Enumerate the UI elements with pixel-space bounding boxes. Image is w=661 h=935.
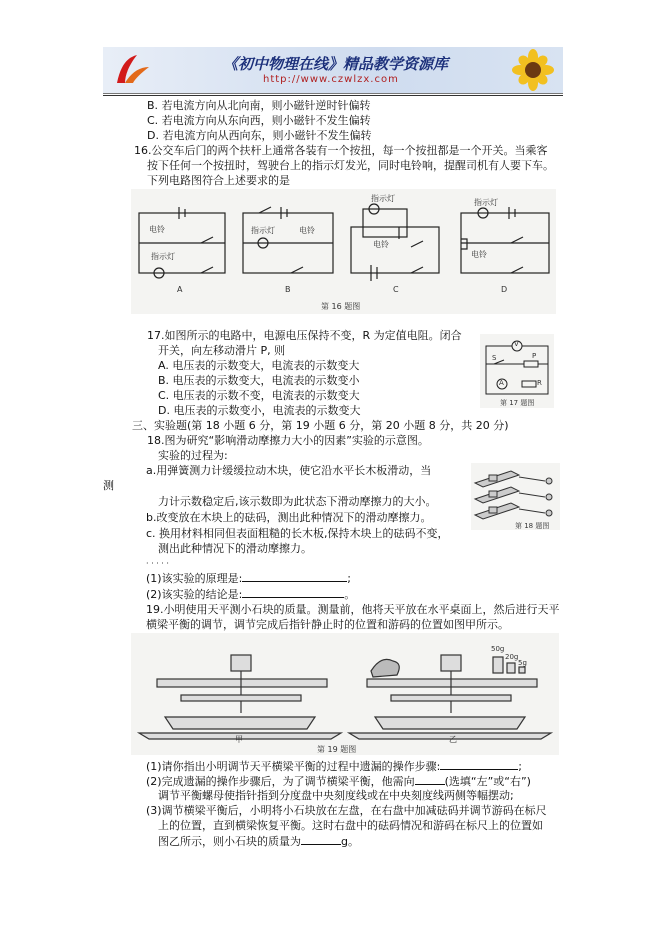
q17-option-c: C. 电压表的示数不变，电流表的示数变大 (158, 389, 360, 402)
q19-sub-3-line-2: 上的位置，直到横梁恢复平衡。这时右盘中的砝码情况和游码在标尺上的位置如 (158, 819, 543, 832)
q18-sub-2-end: 。 (344, 588, 356, 601)
q16-c-lamp-label: 指示灯 (371, 194, 395, 203)
q19-figure (131, 633, 559, 755)
q17-ammeter-label: A (499, 379, 504, 387)
q19-sub-3-end: g。 (341, 835, 359, 848)
q19-sub-2-line-2: 调节平衡螺母使指针指到分度盘中央刻度线或在中央刻度线两侧等幅摆动; (158, 789, 514, 802)
q17-switch-label: S (492, 354, 497, 362)
q18-line-4: 测 (103, 479, 114, 492)
q19-weight-50g: 50g (491, 645, 505, 653)
q18-sub-2 (146, 586, 355, 602)
section-3-heading: 三、实验题(第 18 小题 6 分，第 19 小题 6 分，第 20 小题 8 分，共 20 分) (132, 419, 509, 432)
q19-answer-2-blank[interactable] (415, 773, 445, 785)
q19-answer-3-blank[interactable] (301, 833, 341, 845)
q19-caption: 第 19 题图 (317, 745, 357, 754)
q19-sub-1 (146, 758, 522, 774)
q16-caption: 第 16 题图 (321, 302, 361, 311)
q16-option-d-label: D (501, 285, 508, 294)
q17-option-a: A. 电压表的示数变大，电流表的示数变大 (158, 359, 360, 372)
q19-sub-3-line-3 (158, 833, 359, 849)
q19-label-left: 甲 (235, 735, 243, 744)
q18-line-3: a.用弹簧测力计缓缓拉动木块，使它沿水平长木板滑动，当 (146, 464, 432, 477)
q18-friction-setup (471, 463, 560, 530)
q18-line-6: b.改变放在木块上的砝码，测出此种情况下的滑动摩擦力。 (146, 511, 432, 524)
q15-option-c: C. 若电流方向从东向西，则小磁针不发生偏转 (147, 114, 371, 127)
q18-sub-1 (146, 570, 351, 586)
q18-answer-2-blank[interactable] (242, 586, 344, 598)
q19-line-1: 19.小明使用天平测小石块的质量。测量前，他将天平放在水平桌面上，然后进行天平 (146, 603, 560, 616)
q19-label-right: 乙 (449, 735, 457, 744)
q18-answer-1-blank[interactable] (242, 570, 347, 582)
q18-sub-1-text: (1)该实验的原理是: (146, 572, 243, 585)
header-rule (103, 95, 563, 96)
q17-slider-label: P (532, 352, 537, 360)
q18-ellipsis: · · · · · (146, 559, 169, 568)
q16-line-1: 16.公交车后门的两个扶杆上通常各装有一个按扭，每一个按扭都是一个开关。当乘客 (134, 144, 548, 157)
header-banner (103, 47, 563, 94)
q17-voltmeter-label: V (514, 340, 519, 348)
q16-figure (131, 189, 556, 314)
q17-caption: 第 17 题图 (500, 399, 535, 407)
q18-line-5: 力计示数稳定后,该示数即为此状态下滑动摩擦力的大小。 (158, 495, 437, 508)
q16-b-bell-label: 电铃 (299, 226, 315, 235)
q17-resistor-label: R (537, 379, 542, 387)
q18-line-7: c. 换用材料相同但表面粗糙的长木板,保持木块上的砝码不变， (146, 527, 449, 540)
q17-line-1: 17.如图所示的电路中，电源电压保持不变，R 为定值电阻。闭合 (147, 329, 462, 342)
q16-option-c-label: C (393, 285, 399, 294)
q16-d-bell-label: 电铃 (471, 250, 487, 259)
q18-sub-2-text: (2)该实验的结论是: (146, 588, 243, 601)
q15-option-d: D. 若电流方向从西向东，则小磁针不发生偏转 (147, 129, 372, 142)
q16-line-3: 下列电路图符合上述要求的是 (147, 174, 290, 187)
q16-a-lamp-label: 指示灯 (151, 252, 175, 261)
q19-answer-1-blank[interactable] (440, 758, 518, 770)
q17-figure (480, 334, 554, 408)
q19-sub-2-text-a: (2)完成遗漏的操作步骤后，为了调节横梁平衡，他需向 (146, 775, 415, 788)
q19-sub-2-text-b: (选填“左”或“右”) (444, 775, 531, 788)
q16-option-b-label: B (285, 285, 291, 294)
q16-d-lamp-label: 指示灯 (474, 198, 498, 207)
q19-line-2: 横梁平衡的调节，调节完成后指针静止时的位置和游码的位置如图甲所示。 (146, 618, 509, 631)
q19-sub-3-text: 图乙所示，则小石块的质量为 (158, 835, 301, 848)
q19-sub-2 (146, 773, 531, 789)
q16-b-lamp-label: 指示灯 (251, 226, 275, 235)
banner-url: http://www.czwlzx.com (263, 74, 399, 85)
q17-line-2: 开关，向左移动滑片 P, 则 (158, 344, 286, 357)
q17-option-d: D. 电压表的示数变小，电流表的示数变大 (158, 404, 361, 417)
q16-a-bell-label: 电铃 (149, 225, 165, 234)
sunflower-icon (508, 49, 558, 91)
q18-figure (471, 463, 560, 530)
logo-icon (111, 53, 151, 87)
q18-line-2: 实验的过程为: (158, 449, 228, 462)
q18-caption: 第 18 题图 (515, 522, 550, 530)
q19-sub-3-line-1: (3)调节横梁平衡后，小明将小石块放在左盘，在右盘中加减砝码并调节游码在标尺 (146, 804, 547, 817)
q16-option-a-label: A (177, 285, 183, 294)
q19-sub-1-text: (1)请你指出小明调节天平横梁平衡的过程中遗漏的操作步骤: (146, 760, 441, 773)
q17-option-b: B. 电压表的示数变大，电流表的示数变小 (158, 374, 360, 387)
q19-sub-1-end: ; (518, 760, 523, 773)
q16-line-2: 按下任何一个按扭时，驾驶台上的指示灯发光，同时电铃响，提醒司机有人要下车。 (147, 159, 554, 172)
banner-title: 《初中物理在线》精品教学资源库 (223, 55, 449, 73)
q16-c-bell-label: 电铃 (373, 240, 389, 249)
q15-option-b: B. 若电流方向从北向南，则小磁针逆时针偏转 (147, 99, 371, 112)
q18-line-8: 测出此种情况下的滑动摩擦力。 (158, 542, 312, 555)
q19-weight-5g: 5g (518, 659, 527, 667)
q19-weight-20g: 20g (505, 653, 519, 661)
q18-line-1: 18.图为研究“影响滑动摩擦力大小的因素”实验的示意图。 (147, 434, 429, 447)
q18-sub-1-end: ; (347, 572, 352, 585)
